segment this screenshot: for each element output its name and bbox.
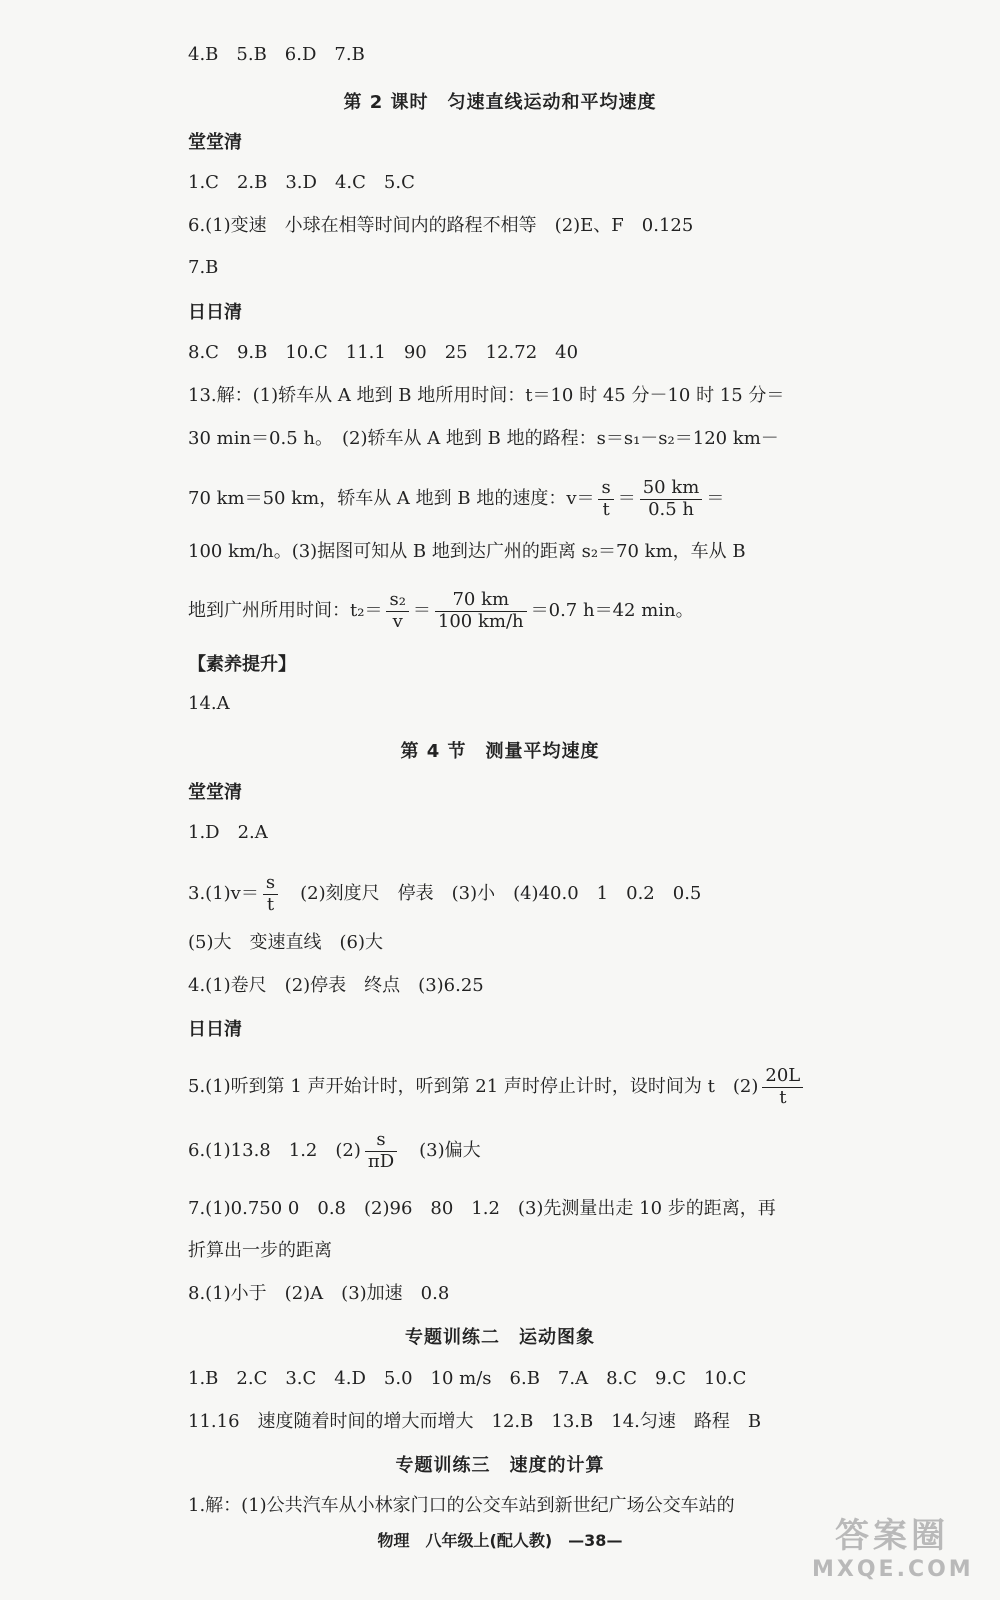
section-ririqing-2: 日日清 — [188, 1019, 242, 1040]
topic3-title: 专题训练三 速度的计算 — [395, 1455, 605, 1476]
fraction-20L-over-t — [762, 1066, 803, 1108]
answers-top: 4.B 5.B 6.D 7.B — [188, 44, 365, 65]
q13-e-pre: 地到广州所用时间：t₂＝ — [188, 600, 383, 622]
section4-line-8: 8.(1)小于 (2)A (3)加速 0.8 — [188, 1283, 450, 1304]
section-tangtangqing-2: 堂堂清 — [188, 782, 242, 803]
section4-line-1: 1.D 2.A — [188, 822, 268, 843]
lesson2-line-7: 7.B — [188, 257, 219, 278]
fraction-denominator: 100 km/h — [437, 610, 524, 632]
fraction-numerator: s — [263, 873, 278, 895]
q13-e-post: ＝0.7 h＝42 min。 — [530, 600, 694, 622]
q13-c-pre: 70 km＝50 km，轿车从 A 地到 B 地的速度：v＝ — [188, 488, 595, 510]
topic2-line-1: 1.B 2.C 3.C 4.D 5.0 10 m/s 6.B 7.A 8.C 9.C 10.C — [188, 1368, 747, 1389]
watermark-bottom: MXQE.COM — [812, 1557, 974, 1582]
section4-line-6 — [188, 1130, 810, 1172]
section4-title: 第 4 节 测量平均速度 — [400, 741, 600, 762]
s4-l5-pre: 5.(1)听到第 1 声开始计时，听到第 21 声时停止计时，设时间为 t (2) — [188, 1076, 759, 1098]
fraction-numerator: s₂ — [386, 590, 408, 612]
q13-line-c — [188, 478, 810, 520]
fraction-70km-over-100kmh — [435, 590, 527, 632]
fraction-denominator: πD — [367, 1150, 395, 1172]
fraction-s2-over-v — [386, 590, 408, 632]
section-tangtangqing: 堂堂清 — [188, 132, 242, 153]
q13-line-a: 13.解：(1)轿车从 A 地到 B 地所用时间：t＝10 时 45 分－10 时 15 分＝ — [188, 385, 785, 406]
fraction-numerator: 20L — [762, 1066, 803, 1088]
s4-l6-post: (3)偏大 — [401, 1140, 481, 1162]
q13-line-e — [188, 590, 810, 632]
section4-line-3b: (5)大 变速直线 (6)大 — [188, 932, 383, 953]
fraction-50km-over-05h — [640, 478, 703, 520]
s4-l6-pre: 6.(1)13.8 1.2 (2) — [188, 1140, 361, 1162]
fraction-denominator: t — [779, 1086, 787, 1108]
topic2-title: 专题训练二 运动图象 — [405, 1327, 595, 1348]
fraction-numerator: s — [365, 1130, 397, 1152]
lesson2-title: 第 2 课时 匀速直线运动和平均速度 — [343, 92, 657, 113]
lesson2-line-8: 8.C 9.B 10.C 11.1 90 25 12.72 40 — [188, 342, 579, 363]
q13-line-b: 30 min＝0.5 h。 (2)轿车从 A 地到 B 地的路程：s＝s₁－s₂＝120 km－ — [188, 428, 779, 449]
section4-line-5 — [188, 1066, 810, 1108]
topic3-line-1: 1.解：(1)公共汽车从小林家门口的公交车站到新世纪广场公交车站的 — [188, 1495, 735, 1516]
fraction-numerator: s — [598, 478, 613, 500]
page-footer: 物理 八年级上(配人教) —38— — [377, 1531, 623, 1550]
fraction-denominator: t — [602, 498, 610, 520]
fraction-denominator: 0.5 h — [648, 498, 695, 520]
section4-line-3 — [188, 873, 810, 915]
fraction-denominator: t — [266, 893, 275, 915]
fraction-numerator: 70 km — [435, 590, 527, 612]
fraction-s-over-piD — [365, 1130, 397, 1172]
watermark-top: 答案圈 — [835, 1516, 949, 1556]
section4-line-7b: 折算出一步的距离 — [188, 1240, 332, 1261]
fraction-denominator: v — [392, 610, 403, 632]
lesson2-line-6: 6.(1)变速 小球在相等时间内的路程不相等 (2)E、F 0.125 — [188, 215, 694, 236]
fraction-numerator: 50 km — [640, 478, 703, 500]
section-suyang: 【素养提升】 — [188, 654, 296, 675]
section4-line-7a: 7.(1)0.750 0 0.8 (2)96 80 1.2 (3)先测量出走 10 步的距离，再 — [188, 1198, 776, 1219]
fraction-s-over-t-2 — [263, 873, 278, 915]
q13-c-post: ＝ — [706, 488, 725, 510]
lesson2-line-1: 1.C 2.B 3.D 4.C 5.C — [188, 172, 415, 193]
topic2-line-2: 11.16 速度随着时间的增大而增大 12.B 13.B 14.匀速 路程 B — [188, 1411, 762, 1432]
section4-line-4: 4.(1)卷尺 (2)停表 终点 (3)6.25 — [188, 975, 484, 996]
q13-e-mid: ＝ — [412, 600, 431, 622]
fraction-s-over-t — [598, 478, 613, 520]
section-ririqing: 日日清 — [188, 302, 242, 323]
lesson2-line-14: 14.A — [188, 693, 230, 714]
q13-c-mid: ＝ — [617, 488, 636, 510]
q13-line-d: 100 km/h。(3)据图可知从 B 地到达广州的距离 s₂＝70 km，车从 B — [188, 541, 746, 562]
watermark-logo — [812, 1508, 972, 1594]
s4-l3-post: (2)刻度尺 停表 (3)小 (4)40.0 1 0.2 0.5 — [282, 883, 702, 905]
s4-l3-pre: 3.(1)v＝ — [188, 883, 259, 905]
